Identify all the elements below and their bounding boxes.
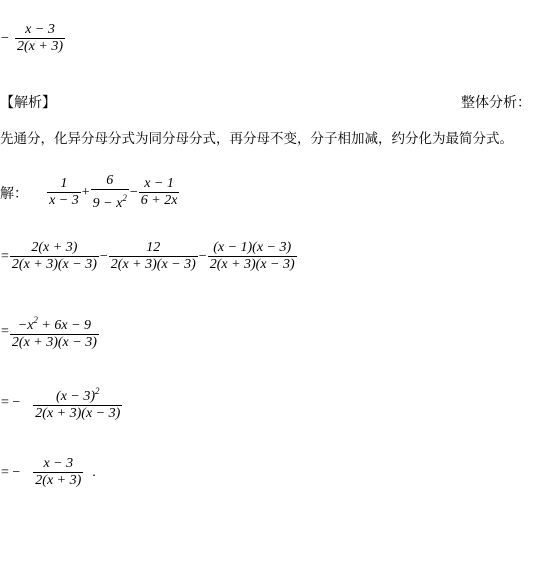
- top-result: [0, 22, 65, 55]
- fraction: $\frac{12}{2(x + 3)(x - 3)}$: [110, 240, 196, 272]
- denominator: 2(x + 3): [17, 39, 63, 54]
- solution-label: 解：: [0, 185, 28, 202]
- minus-sign: −: [1, 30, 9, 46]
- solution-line-2: = $\frac{2(x + 3)}{2(x + 3)(x - 3)}$ − $\frac{12}{2(x + 3)(x - 3)}$ − $\frac{(x - 1)(x - 3)}{2(x + 3)(x - 3)}$: [1, 240, 295, 272]
- solution-line-1: 解： $\frac{1}{x - 3}$ + $\frac{6}{9 - x^2}$ − $\frac{x - 1}{6 + 2x}$: [0, 173, 178, 211]
- fraction: $\frac{x - 1}{6 + 2x}$: [140, 176, 178, 208]
- analysis-heading: 【解析】: [0, 95, 56, 111]
- fraction: $\frac{2(x + 3)}{2(x + 3)(x - 3)}$: [11, 240, 97, 272]
- overall-analysis-label: 整体分析：: [461, 95, 531, 111]
- solution-line-3: = $\frac{-x^2 + 6x - 9}{2(x + 3)(x - 3)}$: [0, 312, 99, 351]
- numerator: x − 3: [25, 22, 55, 37]
- analysis-text: 先通分，化异分母分式为同分母分式，再分母不变，分子相加减，约分化为最简分式。: [0, 131, 513, 147]
- solution-line-4: = − $\frac{(x - 3)^2}{2(x + 3)(x - 3)}$: [0, 383, 122, 422]
- fraction: $\frac{x - 3}{2(x + 3)}$: [35, 456, 82, 488]
- fraction: $\frac{1}{x - 3}$: [49, 176, 79, 208]
- fraction: $\frac{6}{9 - x^2}$: [92, 173, 127, 211]
- fraction: $\frac{(x - 1)(x - 3)}{2(x + 3)(x - 3)}$: [209, 240, 295, 272]
- fraction: [15, 22, 65, 55]
- fraction: $\frac{(x - 3)^2}{2(x + 3)(x - 3)}$: [35, 386, 121, 421]
- solution-line-5: = − $\frac{x - 3}{2(x + 3)}$ .: [1, 456, 96, 488]
- fraction: $\frac{-x^2 + 6x - 9}{2(x + 3)(x - 3)}$: [11, 315, 97, 350]
